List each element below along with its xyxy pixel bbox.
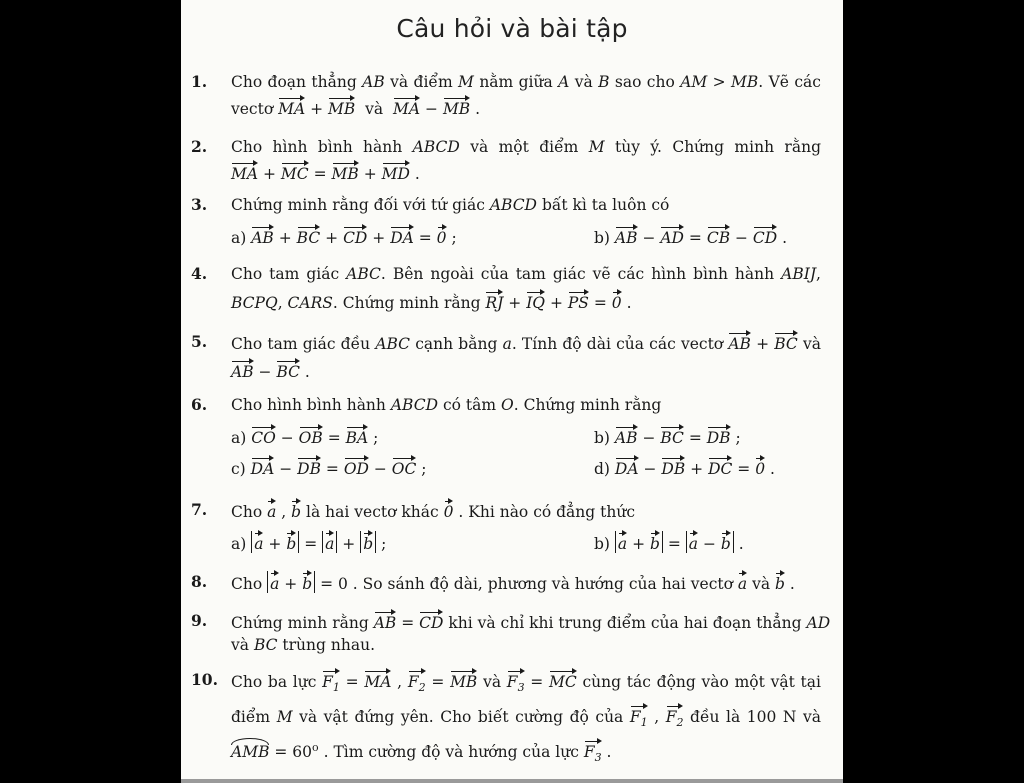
textbook-page: Câu hỏi và bài tập 1. Cho đoạn thẳng AB và điểm M nằm giữa A và B sao cho AM > MB. Vẽ các vectơ MA + MB và MA − MB . 2. Cho hình bình hành ABCD và một điểm M tùy ý. Chứng minh rằng MA + MC = MB + MD . 3. Chứng minh rằng đối với tứ giác ABCD bất kì ta luôn có a) AB + BC + CD + DA = 0 ; b) AB − AD = CB − CD . 4. Cho tam giác ABC. Bên ngoài của tam giác vẽ các hình bình hành ABIJ, BCPQ, CARS. Chứng minh rằng RJ + IQ + PS = 0 . 5. Cho tam giác đều ABC cạnh bằng a. Tính độ dài của các vectơ AB + BC và AB − BC . 6. Cho hình bình hành ABCD có tâm O. Chứng minh rằng a) CO − OB = BA ; b) AB − BC = DB ; c) DA − DB = OD − OC ; d) DA − DB + DC = 0 . 7. Cho a , b là hai vectơ khác 0 . Khi nào có đẳng thức a) a + b = a + b ; b) a + b = a − b . 8. Cho a + b = 0 . So sánh độ dài, phương và hướng của hai vectơ a và b . 9. Chứng minh rằng AB = CD khi và chỉ khi trung điểm của hai đoạn thẳng AD và BC trùng nhau. 10. Cho ba lực $F_1$ = MA , $F_2$ = MB và $F_3$ = MC cùng tác động vào một vật tại điểm M và vật đứng yên. Cho biết cường độ của $F_1$ , $F_2$ đều là 100 N và AMB = $60^o$ . Tìm cường độ và hướng của lực $F_3$ . xyxy=(181,0,843,783)
page-title: Câu hỏi và bài tập xyxy=(396,14,628,43)
page-bottom-edge xyxy=(181,779,843,783)
